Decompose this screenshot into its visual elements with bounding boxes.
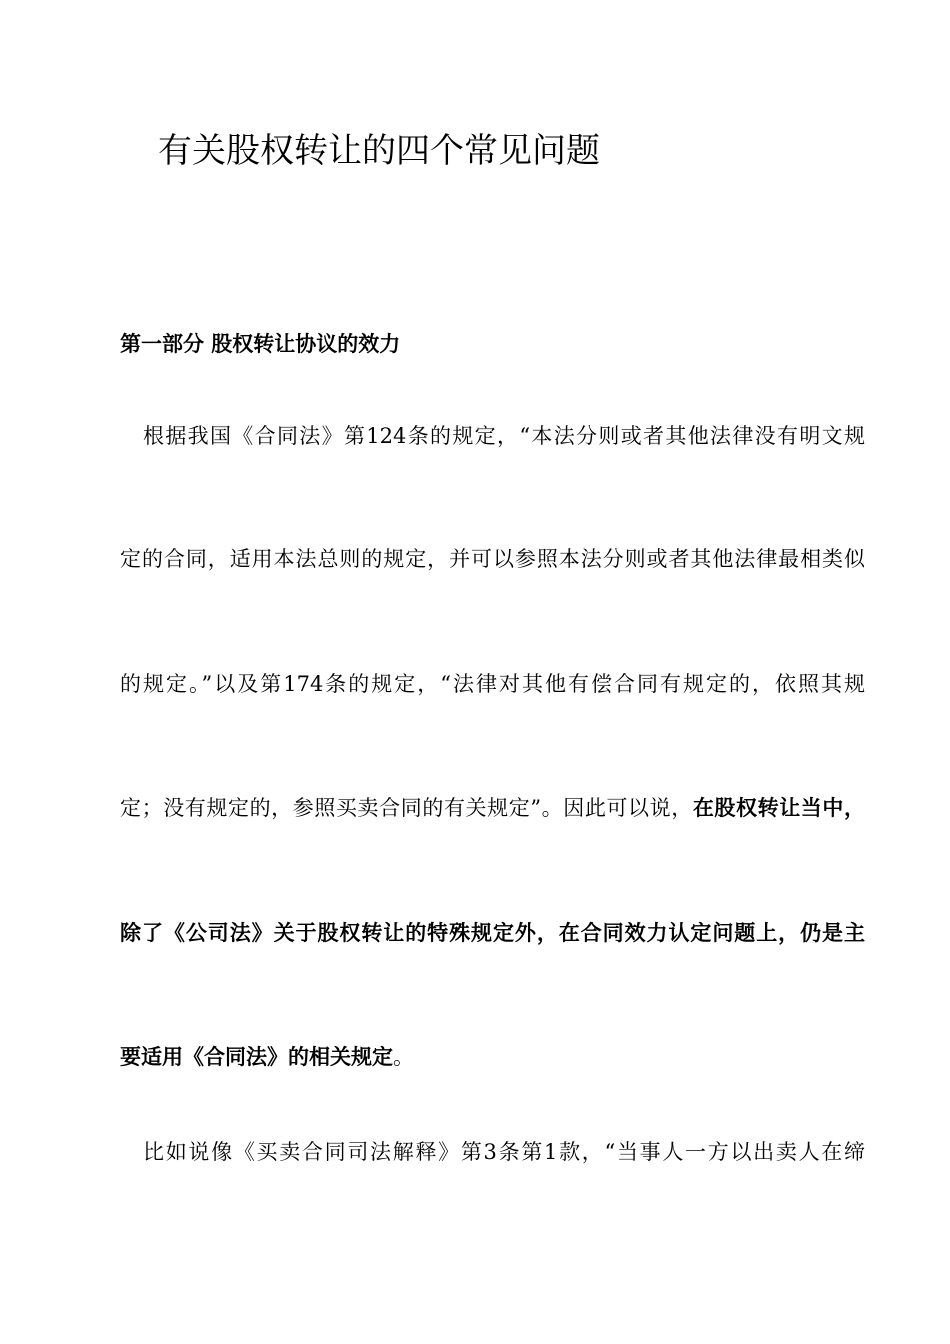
document-title: 有关股权转让的四个常见问题 [158, 131, 600, 171]
paragraph-1-line-4 [120, 792, 865, 824]
paragraph-1-line-5: 除了《公司法》关于股权转让的特殊规定外，在合同效力认定问题上，仍是主 [120, 921, 865, 945]
paragraph-1-line-3: 的规定。”以及第174条的规定，“法律对其他有偿合同有规定的，依照其规 [120, 672, 865, 696]
paragraph-1-line-2: 定的合同，适用本法总则的规定，并可以参照本法分则或者其他法律最相类似 [120, 547, 865, 571]
section-heading: 第一部分 股权转让协议的效力 [120, 332, 401, 356]
paragraph-1-line-4-bold: 在股权转让当中， [692, 796, 865, 820]
paragraph-1-line-6 [120, 1041, 865, 1073]
paragraph-1-line-6-bold: 要适用《合同法》的相关规定 [120, 1045, 393, 1069]
paragraph-1-line-6-end: 。 [393, 1045, 414, 1069]
paragraph-1-line-1: 根据我国《合同法》第124条的规定，“本法分则或者其他法律没有明文规 [143, 424, 865, 448]
paragraph-1-line-4-normal: 定；没有规定的，参照买卖合同的有关规定”。因此可以说， [120, 796, 693, 820]
paragraph-2-line-1: 比如说像《买卖合同司法解释》第3条第1款，“当事人一方以出卖人在缔 [143, 1140, 865, 1164]
